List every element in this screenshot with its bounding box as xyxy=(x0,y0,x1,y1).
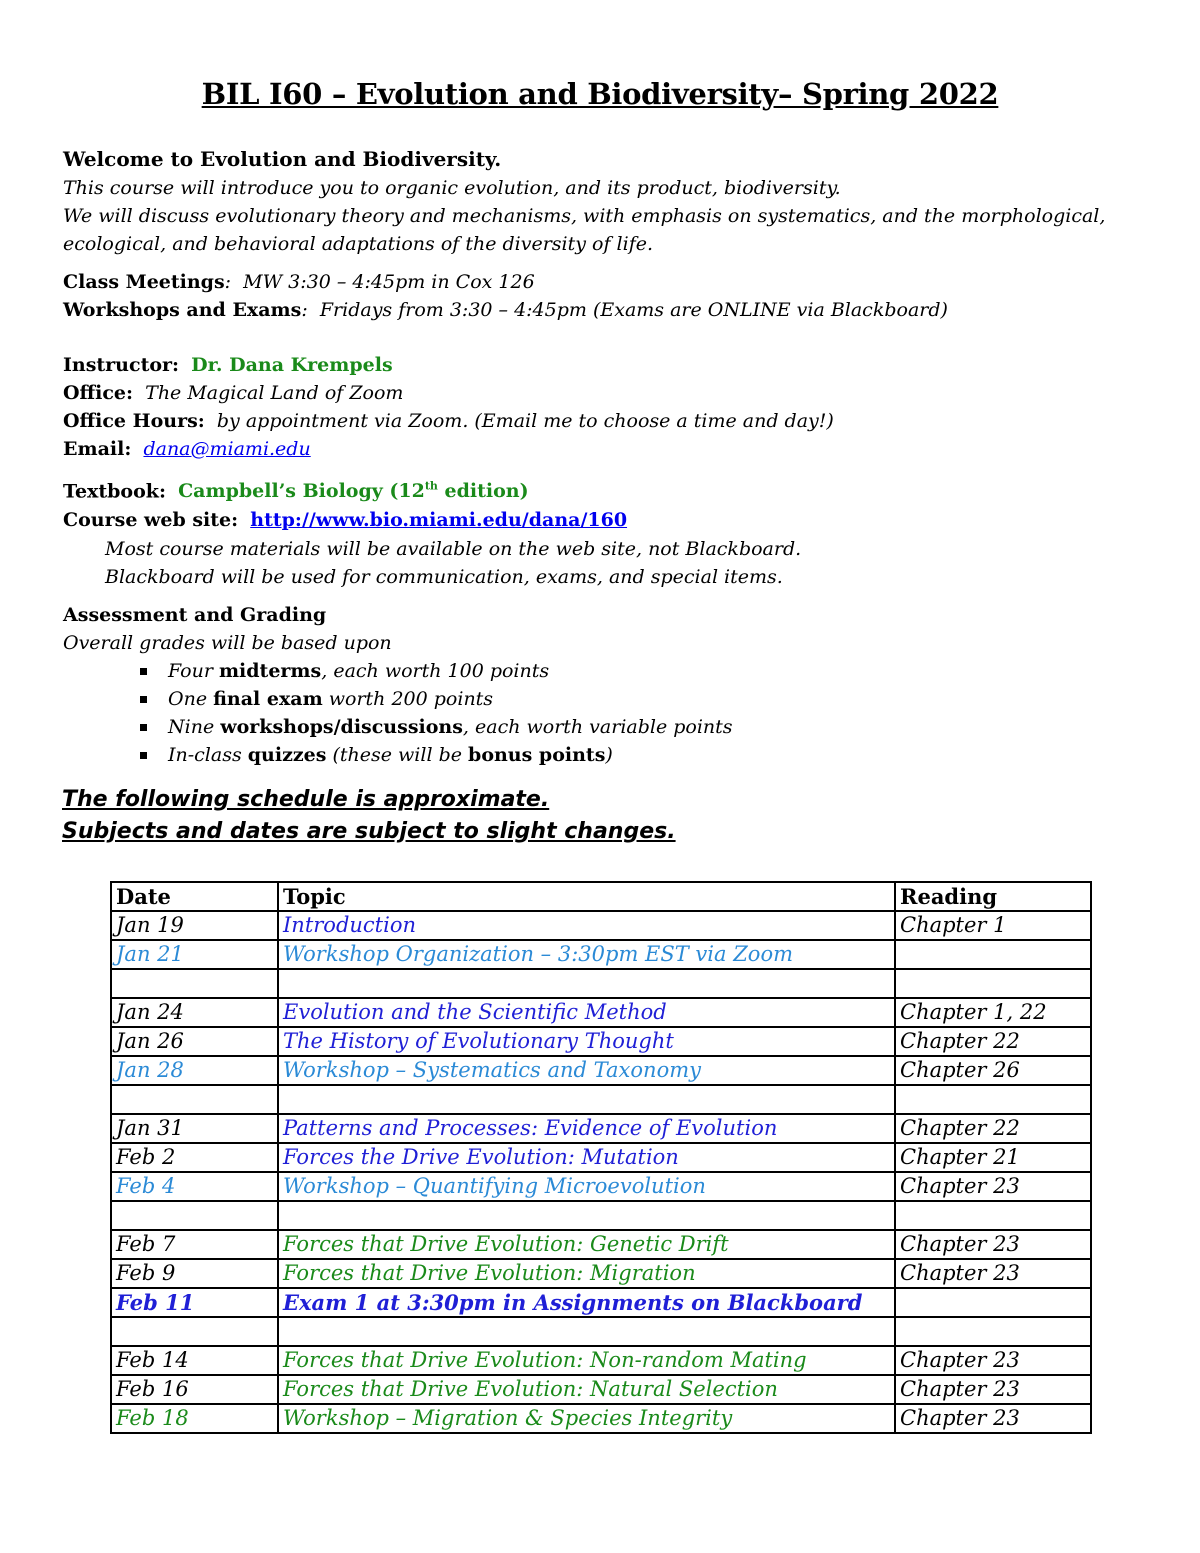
date-cell xyxy=(111,1085,278,1114)
topic-cell: Forces the Drive Evolution: Mutation xyxy=(278,1143,895,1172)
schedule-note xyxy=(62,784,676,848)
topic-cell xyxy=(278,1317,895,1346)
date-cell: Feb 7 xyxy=(111,1230,278,1259)
instructor-label: Instructor: xyxy=(63,354,180,376)
table-row xyxy=(111,1375,1091,1404)
topic-cell xyxy=(278,1201,895,1230)
date-cell xyxy=(111,1201,278,1230)
topic-cell: Workshop – Quantifying Microevolution xyxy=(278,1172,895,1201)
workshops-value: Fridays from 3:30 – 4:45pm (Exams are ONLINE via Blackboard) xyxy=(319,299,948,321)
table-row xyxy=(111,1085,1091,1114)
office-hours-value: by appointment via Zoom. (Email me to choose a time and day!) xyxy=(216,410,834,432)
welcome-description: We will discuss evolutionary theory and mechanisms, with emphasis on systematics, and the morphological, ecological, and behavioral adaptations of the diversity of life. xyxy=(63,205,1106,255)
table-header-row xyxy=(111,882,1091,911)
website-label: Course web site: xyxy=(63,509,239,532)
email-label: Email: xyxy=(63,438,132,460)
office-label: Office: xyxy=(63,382,134,404)
reading-cell: Chapter 23 xyxy=(895,1375,1091,1404)
grading-item: Nine workshops/discussions, each worth variable points xyxy=(168,713,1140,741)
reading-cell: Chapter 22 xyxy=(895,1027,1091,1056)
reading-cell: Chapter 23 xyxy=(895,1230,1091,1259)
office-value: The Magical Land of Zoom xyxy=(145,382,404,404)
workshops-line: Workshops and Exams: Fridays from 3:30 – 4:45pm (Exams are ONLINE via Blackboard) xyxy=(63,299,948,321)
assessment-heading: Assessment and Grading xyxy=(63,604,327,626)
schedule-note-line-1: The following schedule is approximate. xyxy=(62,787,550,812)
grading-item: Four midterms, each worth 100 points xyxy=(168,657,1140,685)
office-line xyxy=(63,379,1140,407)
topic-cell: Exam 1 at 3:30pm in Assignments on Blackboard xyxy=(278,1288,895,1317)
workshops-label: Workshops and Exams xyxy=(63,299,302,321)
instructor-name: Dr. Dana Krempels xyxy=(191,354,393,376)
date-cell: Jan 31 xyxy=(111,1114,278,1143)
table-row xyxy=(111,1288,1091,1317)
welcome-heading: Welcome to Evolution and Biodiversity. xyxy=(63,147,502,171)
reading-cell: Chapter 21 xyxy=(895,1143,1091,1172)
table-row xyxy=(111,1143,1091,1172)
schedule-note-line-2: Subjects and dates are subject to slight changes. xyxy=(62,819,676,844)
date-cell: Jan 24 xyxy=(111,998,278,1027)
meetings-section xyxy=(63,268,1140,324)
reading-cell xyxy=(895,1085,1091,1114)
topic-cell: The History of Evolutionary Thought xyxy=(278,1027,895,1056)
topic-cell: Workshop Organization – 3:30pm EST via Zoom xyxy=(278,940,895,969)
header-date: Date xyxy=(111,882,278,911)
instructor-line xyxy=(63,351,1140,379)
topic-cell: Workshop – Systematics and Taxonomy xyxy=(278,1056,895,1085)
reading-cell: Chapter 23 xyxy=(895,1259,1091,1288)
instructor-section xyxy=(63,351,1140,463)
reading-cell: Chapter 1 xyxy=(895,911,1091,940)
topic-cell: Workshop – Migration & Species Integrity xyxy=(278,1404,895,1433)
topic-cell: Forces that Drive Evolution: Migration xyxy=(278,1259,895,1288)
table-row xyxy=(111,1317,1091,1346)
date-cell: Feb 16 xyxy=(111,1375,278,1404)
table-row xyxy=(111,1172,1091,1201)
reading-cell: Chapter 22 xyxy=(895,1114,1091,1143)
reading-cell: Chapter 23 xyxy=(895,1346,1091,1375)
page-title: BIL I60 – Evolution and Biodiversity– Spring 2022 xyxy=(201,77,999,111)
reading-cell: Chapter 1, 22 xyxy=(895,998,1091,1027)
welcome-section xyxy=(63,144,1140,258)
class-meetings-value: MW 3:30 – 4:45pm in Cox 126 xyxy=(243,271,535,293)
topic-cell: Forces that Drive Evolution: Non-random Mating xyxy=(278,1346,895,1375)
date-cell: Jan 26 xyxy=(111,1027,278,1056)
table-row xyxy=(111,1259,1091,1288)
email-line xyxy=(63,435,1140,463)
assessment-section xyxy=(63,601,1140,769)
grading-list xyxy=(63,657,1140,769)
schedule-table xyxy=(110,881,1092,1434)
welcome-intro-line: This course will introduce you to organic evolution, and its product, biodiversity. xyxy=(63,177,841,199)
website-line xyxy=(63,506,1140,535)
reading-cell xyxy=(895,940,1091,969)
table-row xyxy=(111,1346,1091,1375)
table-row xyxy=(111,998,1091,1027)
textbook-section xyxy=(63,472,1140,591)
grading-item: In-class quizzes (these will be bonus points) xyxy=(168,741,1140,769)
grading-item: One final exam worth 200 points xyxy=(168,685,1140,713)
table-row xyxy=(111,1404,1091,1433)
website-link[interactable]: http://www.bio.miami.edu/dana/160 xyxy=(250,509,628,532)
office-hours-line xyxy=(63,407,1140,435)
table-row xyxy=(111,1056,1091,1085)
website-note-2: Blackboard will be used for communication, exams, and special items. xyxy=(105,566,783,589)
date-cell: Feb 18 xyxy=(111,1404,278,1433)
table-row xyxy=(111,1027,1091,1056)
reading-cell: Chapter 23 xyxy=(895,1404,1091,1433)
reading-cell xyxy=(895,1201,1091,1230)
table-row xyxy=(111,911,1091,940)
topic-cell: Forces that Drive Evolution: Genetic Drift xyxy=(278,1230,895,1259)
textbook-label: Textbook: xyxy=(63,480,166,503)
class-meetings-line: Class Meetings: MW 3:30 – 4:45pm in Cox 126 xyxy=(63,271,535,293)
date-cell xyxy=(111,969,278,998)
date-cell: Feb 14 xyxy=(111,1346,278,1375)
date-cell: Feb 4 xyxy=(111,1172,278,1201)
topic-cell: Patterns and Processes: Evidence of Evolution xyxy=(278,1114,895,1143)
textbook-line xyxy=(63,472,1140,506)
date-cell: Jan 28 xyxy=(111,1056,278,1085)
topic-cell: Forces that Drive Evolution: Natural Selection xyxy=(278,1375,895,1404)
reading-cell xyxy=(895,969,1091,998)
date-cell: Feb 9 xyxy=(111,1259,278,1288)
assessment-intro: Overall grades will be based upon xyxy=(63,632,392,654)
reading-cell: Chapter 23 xyxy=(895,1172,1091,1201)
textbook-title: Campbell’s Biology (12th edition) xyxy=(178,480,529,503)
class-meetings-label: Class Meetings xyxy=(63,271,225,293)
office-hours-label: Office Hours: xyxy=(63,410,205,432)
table-row xyxy=(111,1230,1091,1259)
reading-cell xyxy=(895,1288,1091,1317)
topic-cell: Evolution and the Scientific Method xyxy=(278,998,895,1027)
date-cell: Feb 2 xyxy=(111,1143,278,1172)
table-row xyxy=(111,969,1091,998)
email-link[interactable]: dana@miami.edu xyxy=(143,438,311,460)
topic-cell xyxy=(278,1085,895,1114)
table-row xyxy=(111,940,1091,969)
header-reading: Reading xyxy=(895,882,1091,911)
topic-cell: Introduction xyxy=(278,911,895,940)
reading-cell xyxy=(895,1317,1091,1346)
date-cell: Jan 21 xyxy=(111,940,278,969)
header-topic: Topic xyxy=(278,882,895,911)
topic-cell xyxy=(278,969,895,998)
table-row xyxy=(111,1201,1091,1230)
date-cell: Jan 19 xyxy=(111,911,278,940)
reading-cell: Chapter 26 xyxy=(895,1056,1091,1085)
website-note-1: Most course materials will be available on the web site, not Blackboard. xyxy=(105,538,802,561)
table-row xyxy=(111,1114,1091,1143)
schedule-table-body xyxy=(111,911,1091,1433)
date-cell xyxy=(111,1317,278,1346)
date-cell: Feb 11 xyxy=(111,1288,278,1317)
